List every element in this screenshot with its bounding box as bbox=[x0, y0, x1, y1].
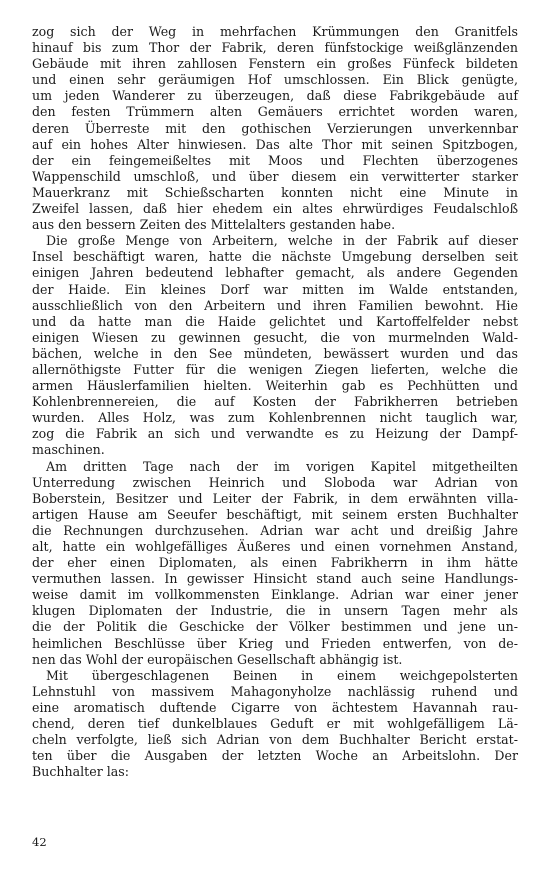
text-line: Kohlenbrennereien, die auf Kosten der Fabrikherren betrieben bbox=[32, 394, 518, 410]
text-line: nen das Wohl der europäischen Gesellschaft abhängig ist. bbox=[32, 651, 403, 667]
text-line: cheln verfolgte, ließ sich Adrian von dem Buchhalter Bericht erstat- bbox=[32, 732, 518, 748]
text-line: Die große Menge von Arbeitern, welche in der Fabrik auf dieser bbox=[46, 233, 518, 249]
text-line: Boberstein, Besitzer und Leiter der Fabrik, in dem erwähnten villa- bbox=[32, 490, 518, 506]
text-line: um jeden Wanderer zu überzeugen, daß diese Fabrikgebäude auf bbox=[32, 88, 518, 104]
text-line: klugen Diplomaten der Industrie, die in unsern Tagen mehr als bbox=[32, 603, 518, 619]
text-line: deren Überreste mit den gothischen Verzierungen unverkennbar bbox=[32, 120, 518, 136]
text-line: die der Politik die Geschicke der Völker bestimmen und jene un- bbox=[32, 619, 518, 635]
text-line: aus den bessern Zeiten des Mittelalters gestanden habe. bbox=[32, 217, 396, 233]
text-line: vermuthen lassen. In gewisser Hinsicht stand auch seine Handlungs- bbox=[32, 571, 518, 587]
text-line: weise damit im vollkommensten Einklange. Adrian war einer jener bbox=[32, 587, 518, 603]
text-line: armen Häuslerfamilien hielten. Weiterhin gab es Pechhütten und bbox=[32, 378, 518, 394]
text-line: alt, hatte ein wohlgefälliges Äußeres und einen vornehmen Anstand, bbox=[32, 539, 518, 554]
text-line: chend, deren tief dunkelblaues Geduft er mit wohlgefälligem Lä- bbox=[32, 716, 518, 732]
text-line: Wappenschild umschloß, und über diesem ein verwitterter starker bbox=[32, 168, 518, 184]
text-line: Insel beschäftigt waren, hatte die nächste Umgebung derselben seit bbox=[32, 249, 518, 265]
text-line: und da hatte man die Haide gelichtet und Kartoffelfelder nebst bbox=[32, 313, 518, 329]
text-line: allernöthigste Futter für die wenigen Ziegen lieferten, welche die bbox=[32, 361, 518, 377]
text-line: heimlichen Beschlüsse über Krieg und Frieden entwerfen, von de- bbox=[32, 635, 518, 651]
text-line: Zweifel lassen, daß hier ehedem ein altes ehrwürdiges Feudalschloß bbox=[32, 201, 518, 217]
text-line: die Rechnungen durchzusehen. Adrian war acht und dreißig Jahre bbox=[32, 522, 518, 538]
text-line: der ein feingemeißeltes mit Moos und Flechten überzogenes bbox=[32, 152, 518, 168]
text-line: Unterredung zwischen Heinrich und Sloboda war Adrian von bbox=[32, 474, 518, 490]
text-line: Gebäude mit ihren zahllosen Fenstern ein großes Fünfeck bildeten bbox=[32, 56, 518, 72]
text-line: der eher einen Diplomaten, als einen Fabrikherrn in ihm hätte bbox=[32, 555, 518, 571]
text-line: hinauf bis zum Thor der Fabrik, deren fünfstockige weißglänzenden bbox=[32, 40, 518, 56]
text-line: Mit übergeschlagenen Beinen in einem weichgepolsterten bbox=[46, 667, 518, 683]
text-line: artigen Hause am Seeufer beschäftigt, mit seinem ersten Buchhalter bbox=[32, 506, 518, 522]
text-line: Mauerkranz mit Schießscharten konnten nicht eine Minute in bbox=[32, 184, 518, 200]
text-line: und einen sehr geräumigen Hof umschlossen. Ein Blick genügte, bbox=[32, 72, 518, 88]
text-line: zog sich der Weg in mehrfachen Krümmungen den Granitfels bbox=[32, 24, 518, 39]
text-line: eine aromatisch duftende Cigarre von ächtestem Havannah rau- bbox=[32, 699, 518, 715]
text-line: ten über die Ausgaben der letzten Woche an Arbeitslohn. Der bbox=[32, 748, 518, 764]
body-text bbox=[32, 24, 518, 780]
text-line: ausschließlich von den Arbeitern und ihren Familien bewohnt. Hie bbox=[32, 297, 518, 313]
text-line: Buchhalter las: bbox=[32, 764, 129, 780]
text-line: einigen Wiesen zu gewinnen gesucht, die von murmelnden Wald- bbox=[32, 329, 518, 345]
text-line: wurden. Alles Holz, was zum Kohlenbrennen nicht tauglich war, bbox=[32, 410, 518, 426]
text-line: der Haide. Ein kleines Dorf war mitten im Walde entstanden, bbox=[32, 281, 518, 297]
text-line: Lehnstuhl von massivem Mahagonyholze nachlässig ruhend und bbox=[32, 683, 518, 699]
text-line: einigen Jahren bedeutend lebhafter gemacht, als andere Gegenden bbox=[32, 265, 518, 281]
text-line: zog die Fabrik an sich und verwandte es zu Heizung der Dampf- bbox=[32, 426, 518, 442]
text-line: bächen, welche in den See mündeten, bewässert wurden und das bbox=[32, 345, 518, 361]
page-number: 42 bbox=[32, 835, 47, 849]
text-line: maschinen. bbox=[32, 442, 105, 458]
text-line: auf ein hohes Alter hinwiesen. Das alte Thor mit seinen Spitzbogen, bbox=[32, 136, 518, 152]
text-line: Am dritten Tage nach der im vorigen Kapitel mitgetheilten bbox=[46, 458, 518, 474]
text-line: den festen Trümmern alten Gemäuers errichtet worden waren, bbox=[32, 104, 518, 120]
